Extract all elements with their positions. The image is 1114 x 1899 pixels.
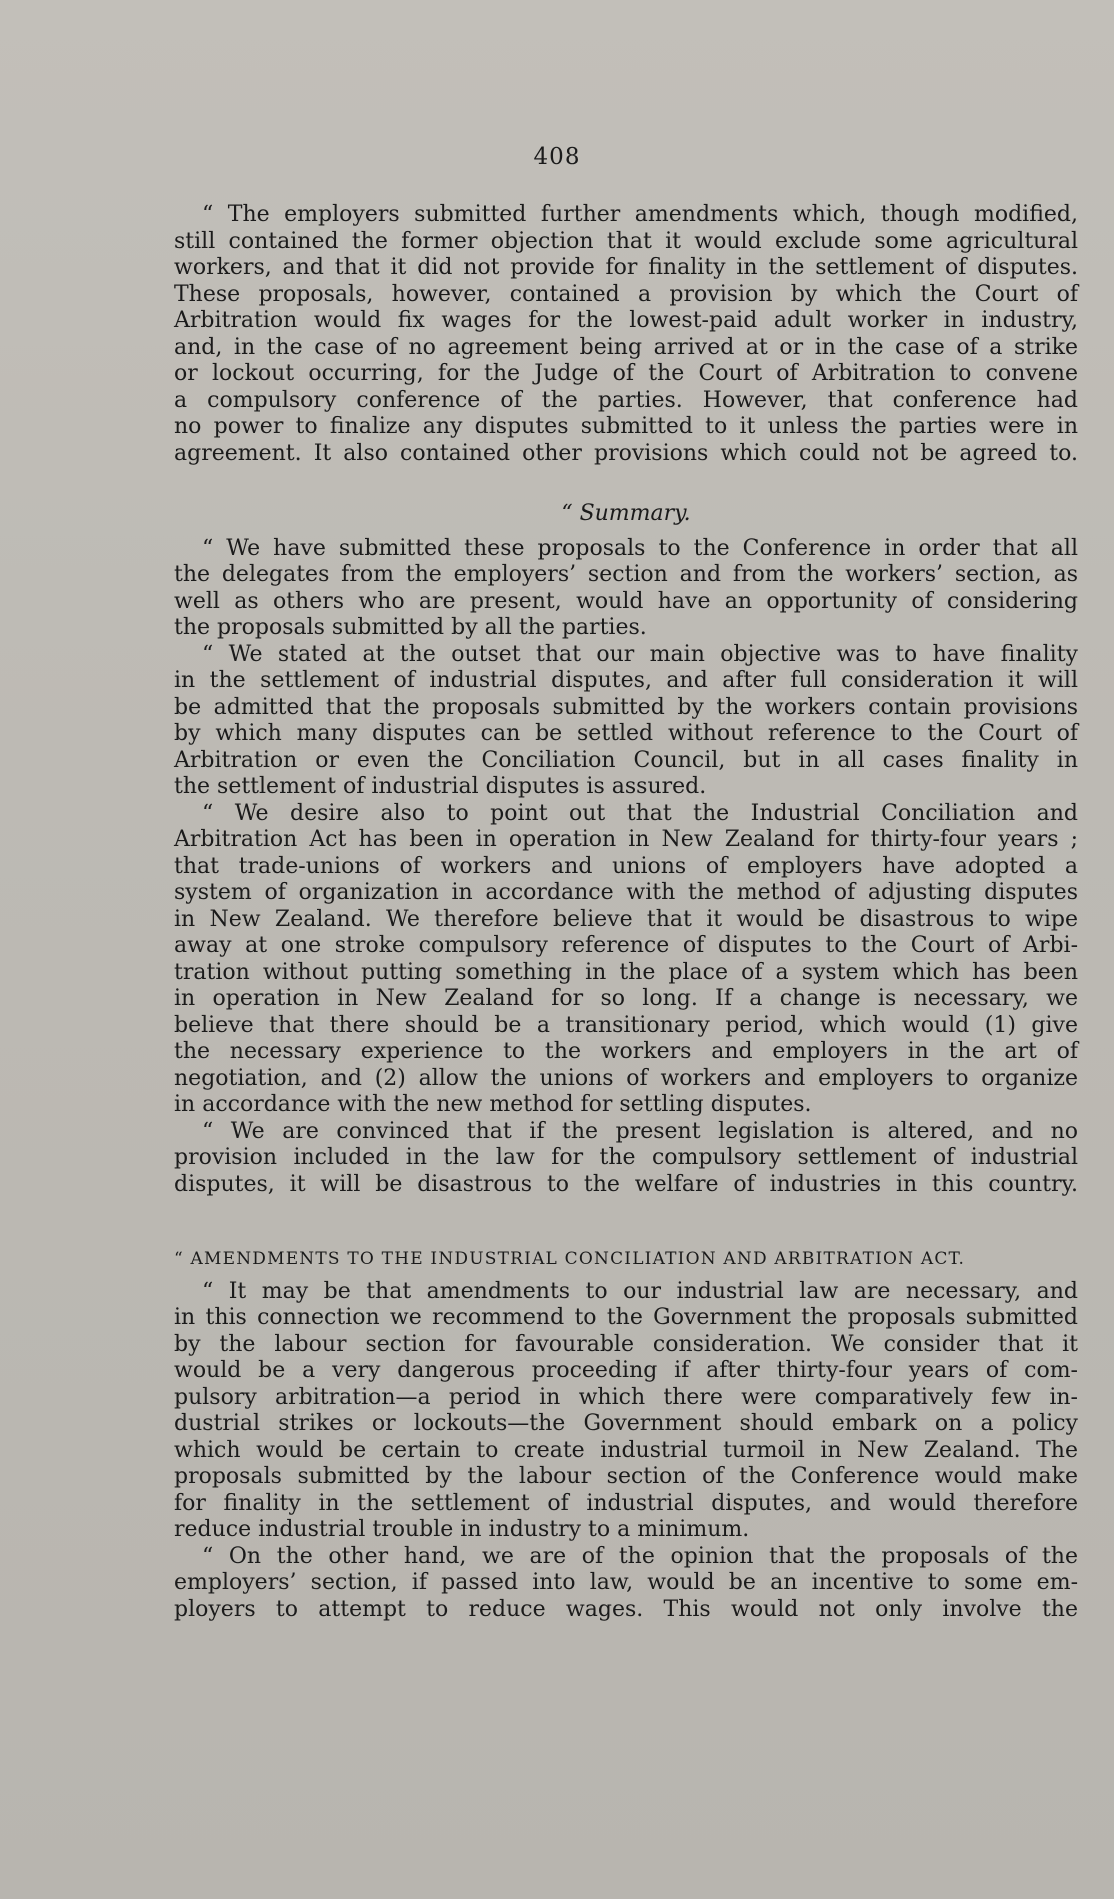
text-line: employers’ section, if passed into law, would be an incentive to some em- (174, 1570, 1078, 1595)
text-line: “ We are convinced that if the present legislation is altered, and no (202, 1118, 1078, 1144)
page-body (174, 202, 1078, 1623)
text-line: “ We have submitted these proposals to the Conference in order that all (202, 535, 1078, 561)
text-line: Arbitration or even the Conciliation Council, but in all cases finality in (174, 747, 1078, 773)
text-line: believe that there should be a transitionary period, which would (1) give (174, 1012, 1078, 1038)
text-line: workers, and that it did not provide for finality in the settlement of disputes. (174, 255, 1078, 280)
text-line: that trade-unions of workers and unions of employers have adopted a (174, 853, 1078, 879)
text-line: proposals submitted by the labour section of the Conference would make (174, 1464, 1078, 1489)
text-line: the settlement of industrial disputes is assured. (174, 774, 707, 799)
text-line: “ It may be that amendments to our industrial law are necessary, and (202, 1278, 1078, 1304)
text-line: in operation in New Zealand for so long. If a change is necessary, we (174, 986, 1078, 1011)
paragraph-act-in-operation (174, 801, 1078, 1119)
text-line: system of organization in accordance with the method of adjusting disputes (174, 880, 1078, 905)
text-line: “ The employers submitted further amendments which, though modified, (202, 202, 1078, 227)
text-line: These proposals, however, contained a provision by which the Court of (174, 281, 1078, 307)
text-line: agreement. It also contained other provisions which could not be agreed to. (174, 440, 1078, 466)
text-line: no power to finalize any disputes submitted to it unless the parties were in (174, 414, 1078, 439)
amendments-heading: “ AMENDMENTS TO THE INDUSTRIAL CONCILIATION AND ARBITRATION ACT. (174, 1249, 966, 1269)
paragraph-employers-amendments (174, 202, 1078, 467)
text-line: in this connection we recommend to the Government the proposals submitted (174, 1305, 1078, 1330)
text-line: Arbitration Act has been in operation in New Zealand for thirty-four years ; (174, 827, 1078, 852)
text-line: by the labour section for favourable consideration. We consider that it (174, 1331, 1078, 1357)
text-line: for finality in the settlement of industrial disputes, and would therefore (174, 1490, 1078, 1516)
paragraph-convinced (174, 1119, 1078, 1199)
text-line: in accordance with the new method for settling disputes. (174, 1092, 812, 1117)
paragraph-submitted-proposals (174, 536, 1078, 642)
text-line: “ We stated at the outset that our main objective was to have finality (202, 641, 1078, 667)
text-line: would be a very dangerous proceeding if after thirty-four years of com- (174, 1358, 1078, 1383)
paragraph-other-hand (174, 1544, 1078, 1624)
text-line: ployers to attempt to reduce wages. This would not only involve the (174, 1596, 1078, 1622)
text-line: negotiation, and (2) allow the unions of workers and employers to organize (174, 1065, 1078, 1091)
text-line: “ On the other hand, we are of the opinion that the proposals of the (202, 1543, 1078, 1569)
text-line: away at one stroke compulsory reference of disputes to the Court of Arbi- (174, 933, 1078, 958)
text-line: Arbitration would fix wages for the lowest-paid adult worker in industry, (174, 308, 1078, 333)
text-line: still contained the former objection that it would exclude some agricultural (174, 228, 1078, 254)
text-line: pulsory arbitration—a period in which there were comparatively few in- (174, 1384, 1078, 1410)
text-line: the delegates from the employers’ section and from the workers’ section, as (174, 562, 1078, 587)
text-line: the proposals submitted by all the parties. (174, 615, 647, 640)
text-line: in the settlement of industrial disputes, and after full consideration it will (174, 668, 1078, 693)
text-line: provision included in the law for the compulsory settlement of industrial (174, 1145, 1078, 1170)
page-number: 408 (533, 144, 581, 170)
text-line: be admitted that the proposals submitted by the workers contain provisions (174, 694, 1078, 720)
text-line: dustrial strikes or lockouts—the Government should embark on a policy (174, 1411, 1078, 1436)
paragraph-main-objective (174, 642, 1078, 801)
text-line: well as others who are present, would have an opportunity of considering (174, 588, 1078, 614)
text-line: or lockout occurring, for the Judge of the Court of Arbitration to convene (174, 361, 1078, 386)
text-line: reduce industrial trouble in industry to a minimum. (174, 1517, 750, 1542)
text-line: the necessary experience to the workers and employers in the art of (174, 1039, 1078, 1064)
text-line: which would be certain to create industrial turmoil in New Zealand. The (174, 1437, 1078, 1463)
summary-heading: “ Summary. (561, 501, 691, 526)
paragraph-amendments-necessary (174, 1279, 1078, 1544)
text-line: and, in the case of no agreement being arrived at or in the case of a strike (174, 334, 1078, 360)
text-line: in New Zealand. We therefore believe that it would be disastrous to wipe (174, 906, 1078, 932)
text-line: “ We desire also to point out that the Industrial Conciliation and (202, 800, 1078, 826)
text-line: tration without putting something in the place of a system which has been (174, 959, 1078, 985)
text-line: by which many disputes can be settled without reference to the Court of (174, 721, 1078, 746)
text-line: a compulsory conference of the parties. However, that conference had (174, 387, 1078, 413)
text-line: disputes, it will be disastrous to the welfare of industries in this country. (174, 1171, 1078, 1197)
